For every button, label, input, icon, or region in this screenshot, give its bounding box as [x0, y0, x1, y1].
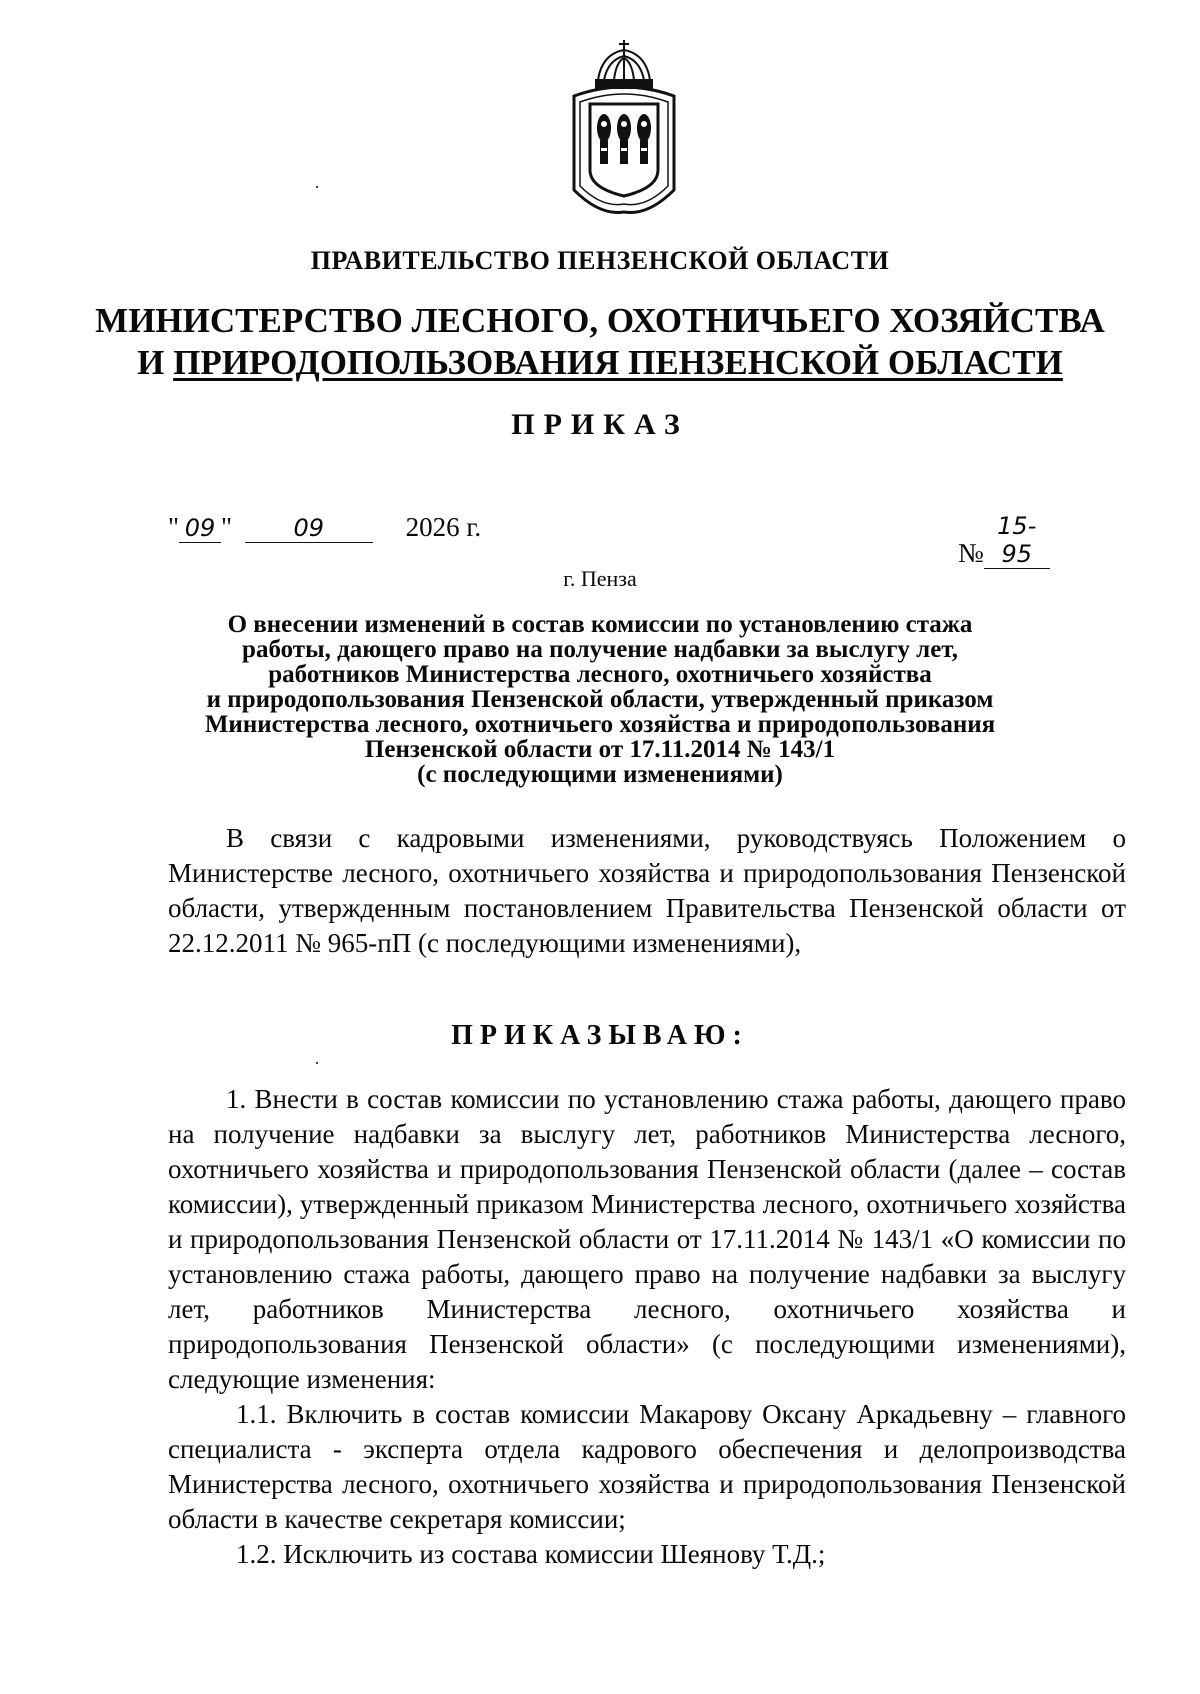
subject-line: (с последующими изменениями) [417, 761, 783, 788]
subject-line: Пензенской области от 17.11.2014 № 143/1 [364, 736, 836, 763]
order-number-label: № [958, 538, 984, 568]
subject-line: работников Министерства лесного, охотничьего хозяйства [268, 661, 932, 688]
subject-line: и природопользования Пензенской области, утвержденный приказом [206, 686, 994, 713]
ministry-heading-line1: МИНИСТЕРСТВО ЛЕСНОГО, ОХОТНИЧЬЕГО ХОЗЯЙСТВА [95, 301, 1105, 340]
date-quote-close: " [221, 512, 233, 542]
ministry-heading-line2 [0, 342, 1200, 384]
ministry-heading [0, 300, 1200, 384]
preamble-section [168, 821, 1126, 961]
scan-speck [316, 1062, 318, 1064]
date-month: 09 [245, 514, 373, 543]
order-item-1-1: 1.1. Включить в состав комиссии Макарову Оксану Аркадьевну – главного специалиста - эксперта отдела кадрового обеспечения и делопроизводства Министерства лесного, охотничьего хозяйства и природопользования Пензенской области в качестве секретаря комиссии; [168, 1399, 1126, 1534]
order-subject [150, 612, 1050, 787]
ministry-heading-line2-underlined: ПРИРОДОПОЛЬЗОВАНИЯ ПЕНЗЕНСКОЙ ОБЛАСТИ [173, 343, 1063, 382]
date-year: 2026 г. [405, 512, 482, 542]
government-heading: ПРАВИТЕЛЬСТВО ПЕНЗЕНСКОЙ ОБЛАСТИ [310, 246, 890, 275]
order-verb-heading: ПРИКАЗЫВАЮ: [451, 1020, 749, 1051]
penza-coat-of-arms-icon [568, 40, 680, 216]
preamble-paragraph: В связи с кадровыми изменениями, руководствуясь Положением о Министерстве лесного, охотничьего хозяйства и природопользования Пензенской области, утвержденным постановлением Правительства Пензенской области от 22.12.2011 № 965-пП (с последующими изменениями), [168, 823, 1126, 958]
subject-line: О внесении изменений в состав комиссии по установлению стажа [227, 611, 973, 638]
subject-line: работы, дающего право на получение надбавки за выслугу лет, [242, 636, 958, 663]
order-items-section [168, 1082, 1126, 1572]
subject-line: Министерства лесного, охотничьего хозяйства и природопользования [204, 711, 996, 738]
document-type-title: ПРИКАЗ [511, 408, 689, 441]
order-number [958, 512, 1050, 569]
order-number-value: 15-95 [984, 512, 1050, 569]
city-line: г. Пенза [563, 566, 637, 591]
date-quote-open: " [168, 512, 180, 542]
scan-speck [316, 186, 318, 188]
order-item-1: 1. Внести в состав комиссии по установлению стажа работы, дающего право на получение надбавки за выслугу лет, работников Министерства лесного, охотничьего хозяйства и природопользования Пензенской области (далее – состав комиссии), утвержденный приказом Министерства лесного, охотничьего хозяйства и природопользования Пензенской области от 17.11.2014 № 143/1 «О комиссии по установлению стажа работы, дающего право на получение надбавки за выслугу лет, работников Министерства лесного, охотничьего хозяйства и природопользования Пензенской области» (с последующими изменениями), следующие изменения: [168, 1084, 1126, 1394]
date-line [168, 512, 481, 543]
date-day: 09 [179, 514, 221, 543]
order-item-1-2: 1.2. Исключить из состава комиссии Шеянову Т.Д.; [236, 1539, 826, 1569]
ministry-heading-line2-prefix: И [137, 343, 174, 382]
